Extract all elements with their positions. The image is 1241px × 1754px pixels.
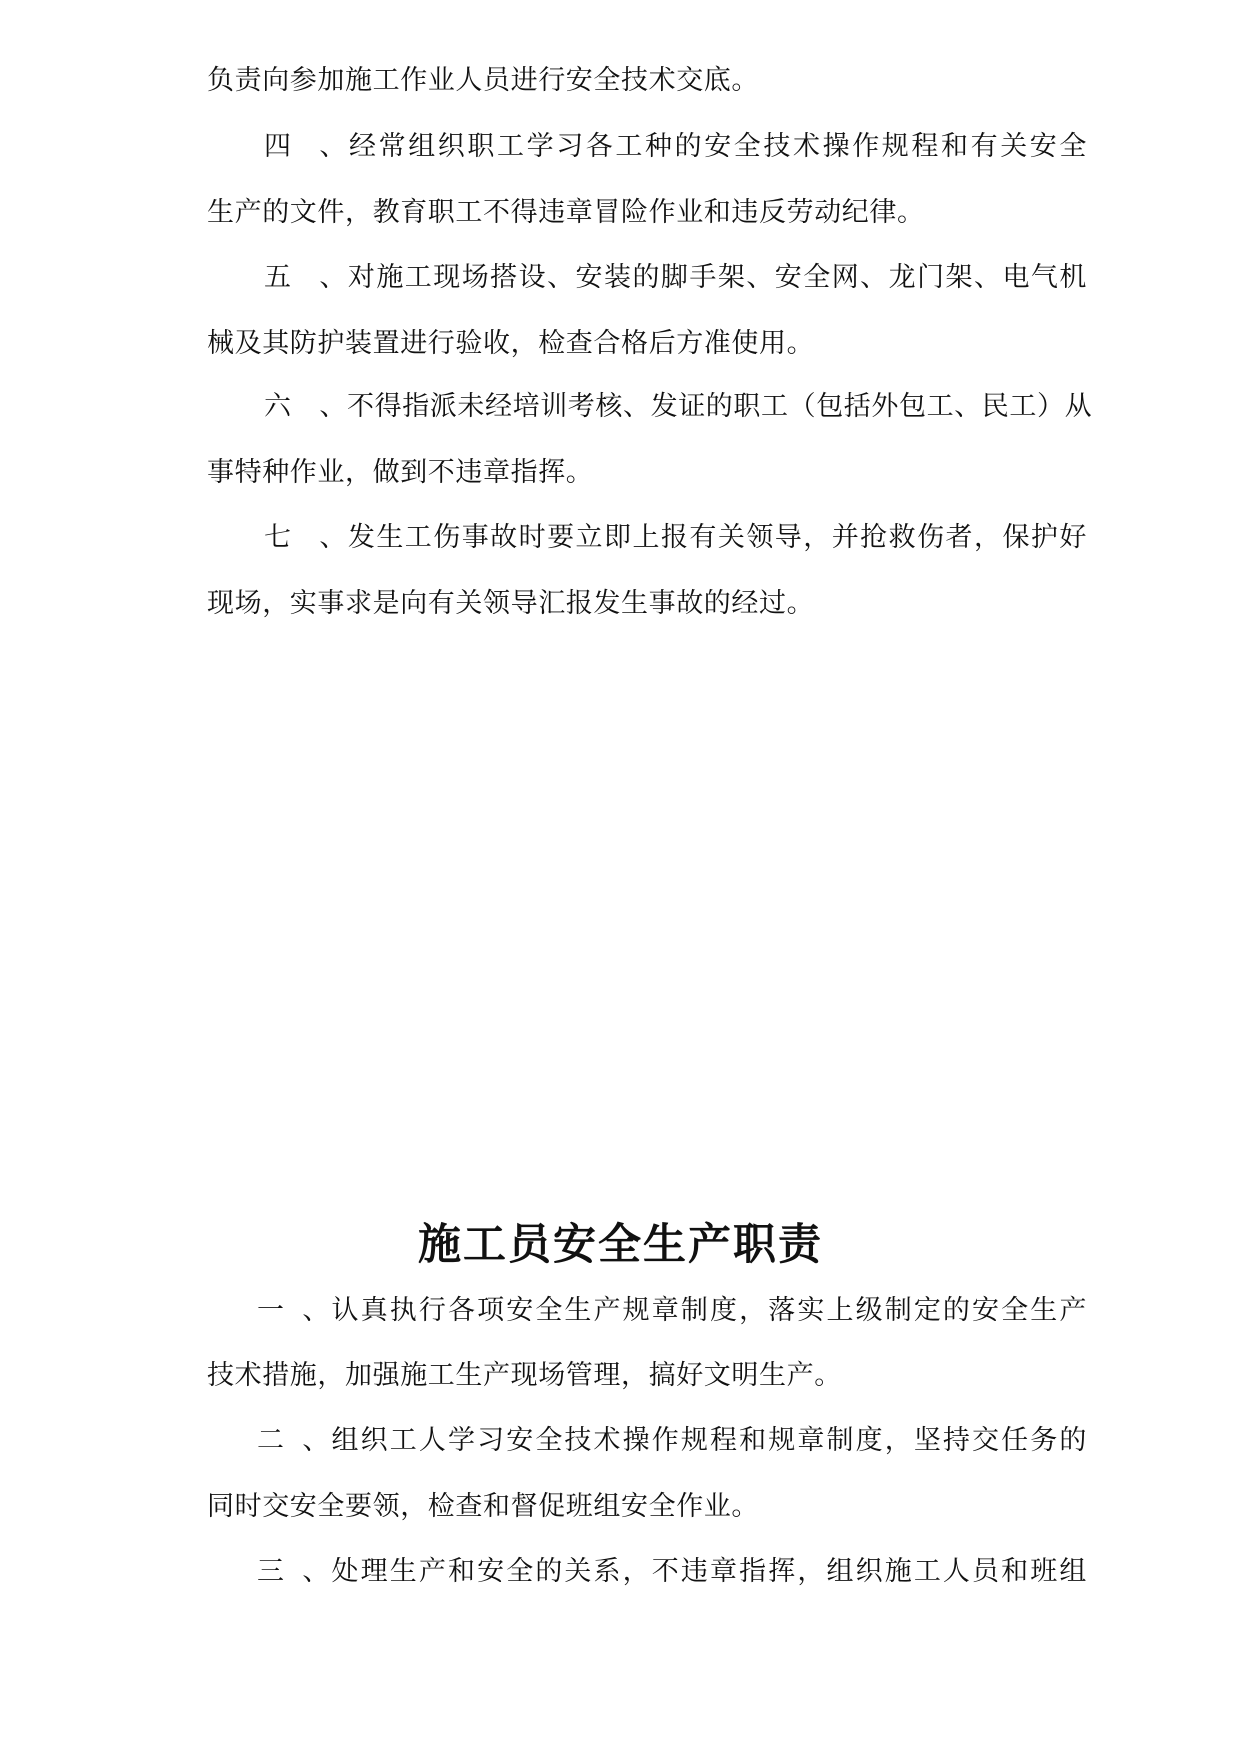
item-5-line-1 — [207, 258, 1087, 298]
item-6-line-2: 事特种作业，做到不违章指挥。 — [207, 457, 594, 488]
duty-2-line-2: 同时交安全要领，检查和督促班组安全作业。 — [207, 1491, 759, 1522]
item-text: 对施工现场搭设、安装的脚手架、安全网、龙门架、电气机 — [347, 262, 1087, 293]
duty-2-line-1 — [207, 1421, 1087, 1461]
item-number: 四、 — [264, 131, 347, 162]
item-text: 认真执行各项安全生产规章制度，落实上级制定的安全生产 — [330, 1295, 1087, 1326]
item-6-line-1 — [207, 387, 1093, 427]
item-text: 经常组织职工学习各工种的安全技术操作规程和有关安全 — [347, 131, 1087, 162]
duty-1-line-2: 技术措施，加强施工生产现场管理，搞好文明生产。 — [207, 1360, 842, 1391]
item-number: 一、 — [257, 1295, 330, 1326]
duty-1-line-1 — [207, 1291, 1087, 1331]
item-text: 不得指派未经培训考核、发证的职工（包括外包工、民工）从 — [347, 391, 1093, 422]
item-number: 七、 — [264, 522, 347, 553]
item-5-line-2: 械及其防护装置进行验收，检查合格后方准使用。 — [207, 328, 815, 359]
item-number: 三、 — [257, 1556, 330, 1587]
item-number: 六、 — [264, 391, 347, 422]
item-number: 五、 — [264, 262, 347, 293]
item-text: 组织工人学习安全技术操作规程和规章制度，坚持交任务的 — [330, 1425, 1087, 1456]
paragraph-continuation: 负责向参加施工作业人员进行安全技术交底。 — [207, 65, 759, 96]
item-text: 处理生产和安全的关系，不违章指挥，组织施工人员和班组 — [330, 1556, 1087, 1587]
item-text: 发生工伤事故时要立即上报有关领导，并抢救伤者，保护好 — [347, 522, 1087, 553]
item-number: 二、 — [257, 1425, 330, 1456]
section-title: 施工员安全生产职责 — [418, 1220, 823, 1270]
item-4-line-2: 生产的文件，教育职工不得违章冒险作业和违反劳动纪律。 — [207, 197, 925, 228]
item-7-line-1 — [207, 518, 1087, 558]
item-4-line-1 — [207, 127, 1087, 167]
duty-3-line-1 — [207, 1552, 1087, 1592]
item-7-line-2: 现场，实事求是向有关领导汇报发生事故的经过。 — [207, 588, 815, 619]
